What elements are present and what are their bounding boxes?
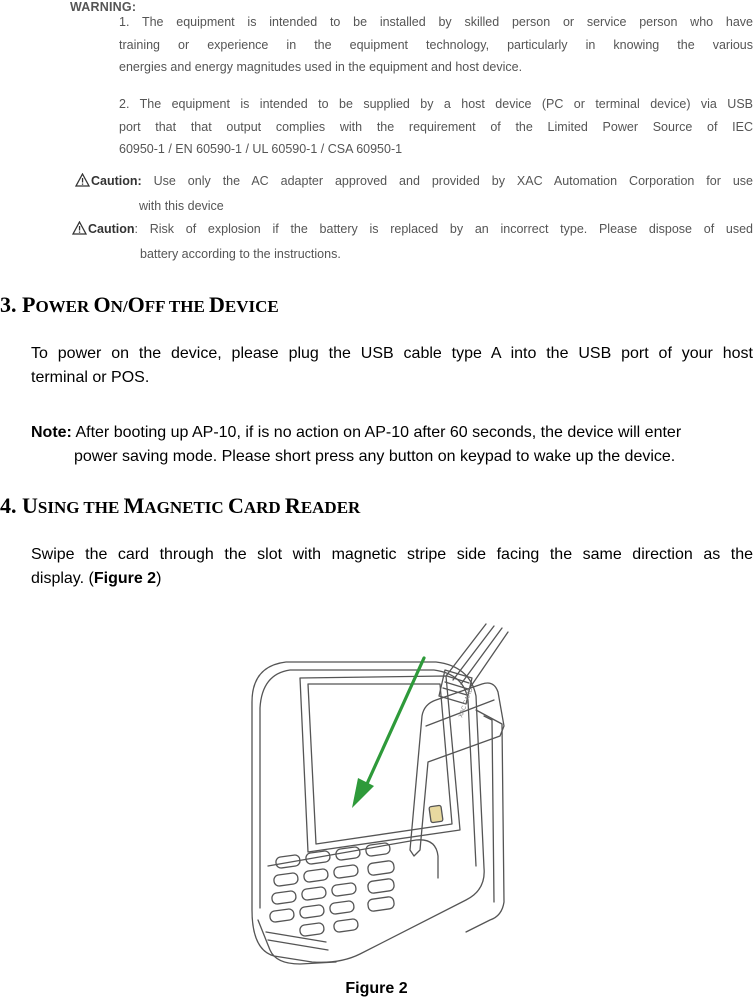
section-4-heading: 4. USING THE MAGNETIC CARD READER [0,493,361,518]
caution-battery-line-2: battery according to the instructions. [140,247,341,261]
card-print-text: XAC CARD [458,687,475,719]
warning-item-1 [119,11,753,79]
caution-label: Caution [88,222,135,236]
caution-label: Caution: [91,174,142,188]
warning-item-2-line: 2. The equipment is intended to be supplied by a host device (PC or terminal device) via USB [119,97,753,111]
caution-battery [72,218,753,266]
warning-triangle-icon [75,172,90,195]
caution-text: Use only the AC adapter approved and provided by XAC Automation Corporation for use [141,174,753,188]
caution-adapter-line [75,170,753,195]
power-note-line: Note: After booting up AP-10, if is no action on AP-10 after 60 seconds, the device will enter [31,424,682,441]
power-paragraph [31,342,753,390]
section-3-heading: 3. POWER ON/OFF THE DEVICE [0,292,279,317]
caution-adapter [75,170,753,218]
warning-triangle-icon [72,220,87,243]
warning-item-2-line: port that that output complies with the requirement of the Limited Power Source of IEC [119,119,753,134]
warning-item-1-line: energies and energy magnitudes used in the equipment and host device. [119,60,523,74]
figure-reference: Figure 2 [93,570,157,587]
power-paragraph-line: To power on the device, please plug the USB cable type A into the USB port of your host [31,345,753,362]
caution-text: : Risk of explosion if the battery is replaced by an incorrect type. Please dispose of used [134,222,753,236]
power-paragraph-line: terminal or POS. [31,369,150,386]
card-reader-paragraph [31,543,753,591]
figure-caption: Figure 2 [345,980,408,997]
warning-item-1-line: 1. The equipment is intended to be installed by skilled person or service person who have [119,15,753,29]
card-swipe-drawing [240,620,530,978]
card-reader-paragraph-line: Swipe the card through the slot with magnetic stripe side facing the same direction as the [31,546,753,563]
card-reader-paragraph-line: display. (Figure 2) [31,570,162,587]
warning-item-2-line: 60950-1 / EN 60590-1 / UL 60590-1 / CSA 60950-1 [119,142,403,156]
caution-battery-line [72,218,753,243]
power-note-line-2: power saving mode. Please short press any button on keypad to wake up the device. [74,448,676,465]
warning-item-2 [119,93,753,161]
warning-title: WARNING: [70,0,137,14]
caution-adapter-line-2: with this device [139,199,224,213]
note-label: Note: [31,424,72,441]
figure-2-illustration [240,620,530,978]
warning-item-1-line: training or experience in the equipment technology, particularly in knowing the various [119,37,753,52]
power-note [31,421,741,469]
swipe-direction-arrow [352,658,424,808]
